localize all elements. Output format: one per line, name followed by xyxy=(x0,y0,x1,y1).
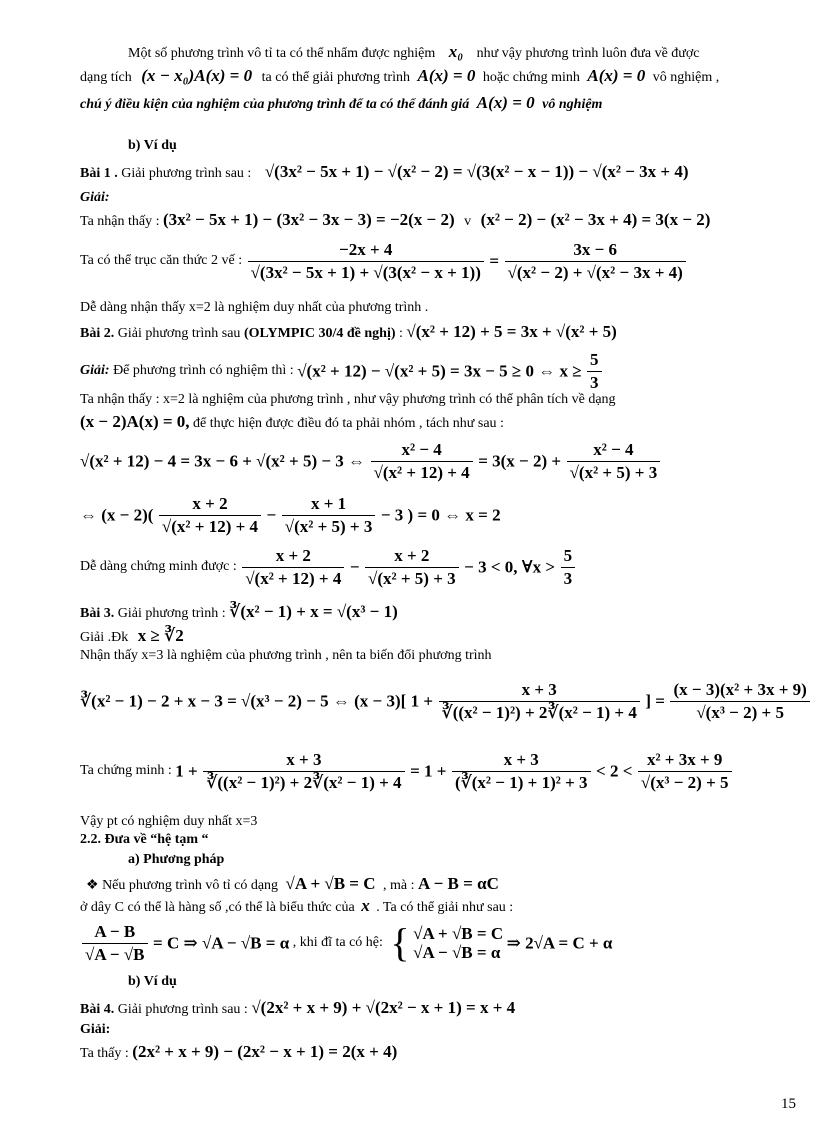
method-heading: a) Phương pháp xyxy=(128,852,225,867)
bai4-equation: √(2x² + x + 9) + √(2x² − x + 1) = x + 4 xyxy=(251,998,516,1017)
bai2-proof-line xyxy=(80,546,577,588)
bai3-conclusion: Vậy pt có nghiệm duy nhất x=3 xyxy=(80,814,258,829)
bai3-math: ] = xyxy=(645,691,665,711)
a-equals-zero-math: A(x) = 0 xyxy=(476,93,535,112)
intro-text: như vậy phương trình luôn đưa về được xyxy=(476,46,700,61)
bai2-dk-line xyxy=(80,350,604,392)
intro-line-1 xyxy=(128,42,700,62)
fraction-numerator: x + 2 xyxy=(159,494,261,516)
bai2-fraction xyxy=(371,440,473,482)
bai3-fraction xyxy=(670,680,809,722)
intro-line-2 xyxy=(80,66,719,86)
bai3-math: 1 + xyxy=(175,761,198,781)
intro-text: ta có thể giải phương trình xyxy=(261,70,410,85)
product-form-math: (x − x₀)A(x) = 0 xyxy=(141,66,253,85)
bai1-nhan-line xyxy=(80,210,710,230)
bai2-five-thirds xyxy=(587,350,602,392)
fraction-denominator: √A − √B xyxy=(85,944,145,964)
bai2-giai: Giải: xyxy=(80,363,110,378)
intro-note: chú ý điều kiện của nghiệm của phương trình để ta có thể đánh giá xyxy=(80,97,470,112)
fraction-numerator: x + 3 xyxy=(203,750,404,772)
fraction-numerator: x + 3 xyxy=(439,680,640,702)
bai2-fraction xyxy=(282,494,376,536)
bai2-fraction xyxy=(567,440,661,482)
method-line-3 xyxy=(80,922,612,964)
bai3-label: Bài 3. xyxy=(80,606,115,621)
method-text: Nếu phương trình vô tỉ có dạng xyxy=(102,878,279,893)
fraction-numerator: x² − 4 xyxy=(371,440,473,462)
fraction-numerator: x² + 3x + 9 xyxy=(638,750,732,772)
bai1-fraction-right xyxy=(505,240,686,282)
method-line-1 xyxy=(86,874,499,894)
bai3-condition: x ≥ ∛2 xyxy=(137,626,184,645)
bai4-text: Giải phương trình sau : xyxy=(117,1002,248,1017)
x0-math: x₀ xyxy=(448,42,464,61)
bai4-text: Ta thấy : xyxy=(80,1046,129,1061)
bai1-fraction-left xyxy=(248,240,484,282)
system-eq-2: √A − √B = α xyxy=(413,943,501,963)
bai2-fraction xyxy=(365,546,459,588)
intro-text: Một số phương trình vô tỉ ta có thể nhẩm được nghiệm xyxy=(128,46,436,61)
bai2-label: Bài 2. xyxy=(80,326,115,341)
bai3-fraction xyxy=(638,750,732,792)
bai4-identity: (2x² + x + 9) − (2x² − x + 1) = 2(x + 4) xyxy=(132,1042,398,1061)
bai4-thay xyxy=(80,1042,397,1062)
bai2-form: (x − 2)A(x) = 0, xyxy=(80,412,190,431)
bai2-fraction xyxy=(242,546,344,588)
bai2-nhan-2 xyxy=(80,412,504,432)
fraction-numerator: x + 3 xyxy=(452,750,591,772)
bai1-text: Ta có thể trục căn thức 2 vế : xyxy=(80,253,243,268)
bai2-math: − 3 ) = 0 ⇔ x = 2 xyxy=(380,505,501,525)
bai4-giai: Giải: xyxy=(80,1022,111,1037)
fraction-numerator: x + 1 xyxy=(282,494,376,516)
bai1-text: v xyxy=(464,214,472,229)
intro-note: vô nghiệm xyxy=(542,97,603,112)
bai3-line xyxy=(80,602,398,622)
bai3-fraction xyxy=(452,750,591,792)
system-brace: { xyxy=(390,920,410,966)
bai2-math: − xyxy=(349,557,360,577)
method-math: ⇒ 2√A = C + α xyxy=(506,933,613,953)
bai3-dk-line xyxy=(80,626,184,646)
method-text: . Ta có thể giải như sau : xyxy=(376,900,514,915)
bai2-transform-1 xyxy=(80,440,662,482)
bai2-condition: √(x² + 12) − √(x² + 5) = 3x − 5 ≥ 0 ⇔ x ≥ xyxy=(297,361,582,381)
bai3-text: Ta chứng minh : xyxy=(80,763,172,778)
fraction-denominator: 3 xyxy=(563,568,573,588)
fraction-denominator: 3 xyxy=(590,372,599,392)
bai2-equation: √(x² + 12) + 5 = 3x + √(x² + 5) xyxy=(406,322,617,341)
fraction-numerator: 5 xyxy=(587,350,602,372)
fraction-numerator: x + 2 xyxy=(242,546,344,568)
bai4-line xyxy=(80,998,515,1018)
fraction-numerator: (x − 3)(x² + 3x + 9) xyxy=(670,680,809,702)
fraction-numerator: 3x − 6 xyxy=(505,240,686,262)
fraction-denominator: √(x² + 5) + 3 xyxy=(368,568,456,588)
bai1-equation: √(3x² − 5x + 1) − √(x² − 2) = √(3(x² − x − 1)) − √(x² − 3x + 4) xyxy=(264,162,689,181)
fraction-denominator: ∛((x² − 1)²) + 2∛(x² − 1) + 4 xyxy=(441,702,637,722)
method-math: = C ⇒ √A − √B = α xyxy=(153,933,290,953)
bai4-label: Bài 4. xyxy=(80,1002,115,1017)
bai2-line xyxy=(80,322,617,342)
method-line-2 xyxy=(80,896,513,916)
bai2-math: √(x² + 12) − 4 = 3x − 6 + √(x² + 5) − 3 ⇔ xyxy=(80,451,366,471)
method-text: , khi đĩ ta có hệ: xyxy=(292,935,383,950)
bullet-icon: ❖ xyxy=(86,878,99,893)
bai1-text: Giải phương trình sau : xyxy=(121,166,252,181)
bai3-transform xyxy=(80,680,812,722)
fraction-denominator: √(x² + 12) + 4 xyxy=(373,462,470,482)
bai2-text: Giải phương trình sau xyxy=(117,326,241,341)
bai3-math: = 1 + xyxy=(410,761,447,781)
bai1-conclusion: Dễ dàng nhận thấy x=2 là nghiệm duy nhất của phương trình . xyxy=(80,300,429,315)
bai3-equation: ∛(x² − 1) + x = √(x³ − 1) xyxy=(229,602,398,621)
bai2-text: Để phương trình có nghiệm thì : xyxy=(113,363,294,378)
fraction-denominator: √(x² + 12) + 4 xyxy=(161,516,259,536)
bai1-line xyxy=(80,162,689,182)
section-2-2-title: 2.2. Đưa về “hệ tạm “ xyxy=(80,832,209,847)
example-heading-2: b) Ví dụ xyxy=(128,974,177,989)
bai2-math: − xyxy=(266,505,277,525)
bai1-label: Bài 1 . xyxy=(80,166,118,181)
fraction-denominator: ∛((x² − 1)²) + 2∛(x² − 1) + 4 xyxy=(206,772,402,792)
method-math: A − B = αC xyxy=(418,874,499,893)
bai3-math: < 2 < xyxy=(596,761,633,781)
bai2-text: để thực hiện được điều đó ta phải nhóm , tách như sau : xyxy=(193,416,504,431)
bai2-transform-2 xyxy=(80,494,501,536)
fraction-denominator: √(x³ − 2) + 5 xyxy=(696,702,784,722)
bai2-math: = 3(x − 2) + xyxy=(478,451,562,471)
bai3-fraction xyxy=(439,680,640,722)
a-equals-zero-math: A(x) = 0 xyxy=(587,66,646,85)
fraction-denominator: √(x² + 5) + 3 xyxy=(284,516,373,536)
bai2-source: (OLYMPIC 30/4 đề nghị) xyxy=(243,326,396,341)
bai2-fraction xyxy=(561,546,576,588)
bai1-text: Ta nhận thấy : xyxy=(80,214,160,229)
fraction-denominator: √(3x² − 5x + 1) + √(3(x² − x + 1)) xyxy=(250,262,481,282)
bai2-math: − 3 < 0, ∀x > xyxy=(464,557,556,577)
bai1-giai: Giải: xyxy=(80,190,110,205)
bai3-text: Giải .Đk xyxy=(80,630,129,645)
bai3-text: Giải phương trình : xyxy=(117,606,226,621)
bai2-text: : xyxy=(399,326,403,341)
page-number: 15 xyxy=(781,1096,796,1112)
method-math: x xyxy=(361,896,370,915)
bai3-fraction xyxy=(203,750,404,792)
intro-text: dạng tích xyxy=(80,70,132,85)
fraction-denominator: √(x³ − 2) + 5 xyxy=(640,772,729,792)
bai1-identity-1: (3x² − 5x + 1) − (3x² − 3x − 3) = −2(x − 2) xyxy=(163,210,455,229)
intro-line-3 xyxy=(80,93,602,113)
fraction-numerator: A − B xyxy=(82,922,148,944)
bai2-fraction xyxy=(159,494,261,536)
method-text: , mà : xyxy=(383,878,415,893)
fraction-numerator: 5 xyxy=(561,546,576,568)
system xyxy=(413,924,503,963)
bai1-identity-2: (x² − 2) − (x² − 3x + 4) = 3(x − 2) xyxy=(480,210,711,229)
fraction-denominator: √(x² + 5) + 3 xyxy=(569,462,658,482)
fraction-numerator: x² − 4 xyxy=(567,440,661,462)
bai3-nhan: Nhận thấy x=3 là nghiệm của phương trình , nên ta biến đổi phương trình xyxy=(80,648,492,663)
intro-text: vô nghiệm , xyxy=(652,70,720,85)
fraction-numerator: −2x + 4 xyxy=(248,240,484,262)
bai2-nhan-1: Ta nhận thấy : x=2 là nghiệm của phương trình , như vậy phương trình có thể phân tích về dạng xyxy=(80,392,616,407)
intro-text: hoặc chứng minh xyxy=(482,70,580,85)
method-math: √A + √B = C xyxy=(285,874,376,893)
bai3-proof xyxy=(80,750,734,792)
bai1-truc-line: Ta có thể trục căn thức 2 vế : $\frac{-2x + 4}{\text{√(3x² − 5x + 1) + √(3(x² − x + 1))}}$ = $\frac{3x - 6}{\text{√(x² − 2) + √(x² − 3x + 4)}}$ xyxy=(80,240,688,282)
fraction-denominator: √(x² + 12) + 4 xyxy=(245,568,342,588)
fraction-numerator: x + 2 xyxy=(365,546,459,568)
system-eq-1: √A + √B = C xyxy=(413,923,504,943)
example-heading: b) Ví dụ xyxy=(128,138,177,153)
fraction-denominator: √(x² − 2) + √(x² − 3x + 4) xyxy=(507,262,683,282)
bai3-math: ∛(x² − 1) − 2 + x − 3 = √(x³ − 2) − 5 ⇔ (x − 3)[ 1 + xyxy=(80,691,434,711)
bai2-math: ⇔ (x − 2)( xyxy=(80,505,154,525)
method-fraction xyxy=(82,922,148,964)
bai2-text: Dễ dàng chứng minh được : xyxy=(80,559,237,574)
method-text: ở dây C có thể là hàng số ,có thể là biểu thức của xyxy=(80,900,355,915)
a-equals-zero-math: A(x) = 0 xyxy=(417,66,476,85)
fraction-denominator: (∛(x² − 1) + 1)² + 3 xyxy=(454,772,588,792)
